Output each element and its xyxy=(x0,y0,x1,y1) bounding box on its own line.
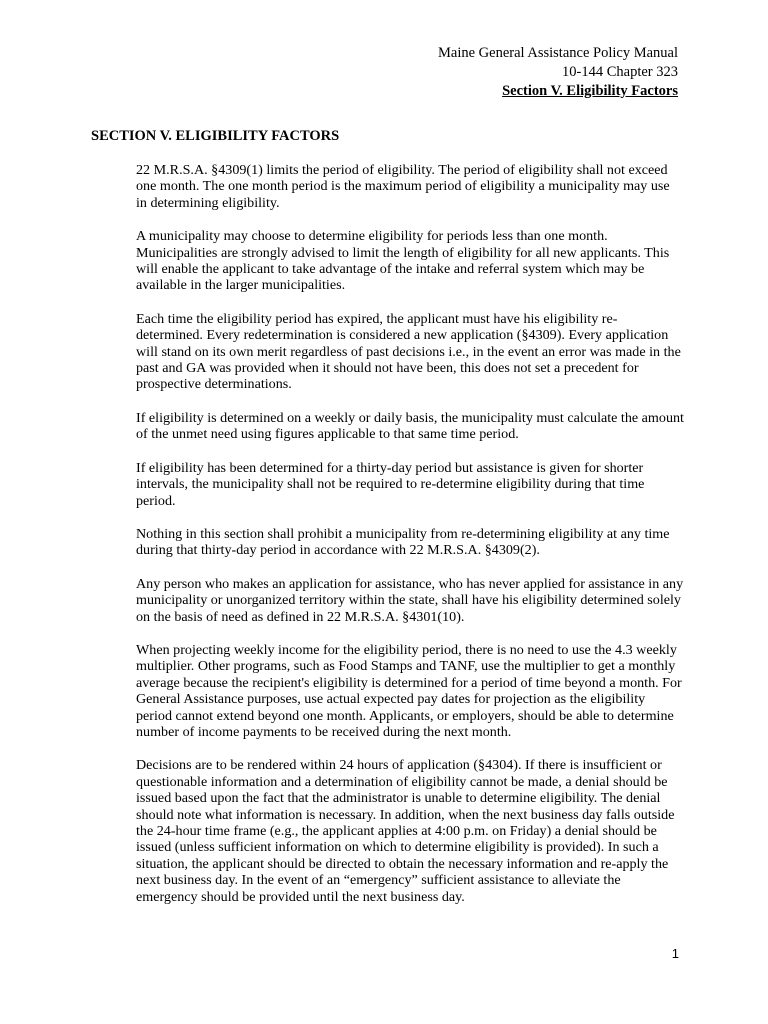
paragraph: Each time the eligibility period has expired, the applicant must have his eligibility re-determined. Every redetermination is considered a new application (§4309). Every application will stand on its own merit regardless of past decisions i.e., in the event an error was made in the past and GA was provided when it should not have been, this does not set a precedent for prospective determinations. xyxy=(136,310,681,393)
paragraph: If eligibility is determined on a weekly or daily basis, the municipality must calculate the amount of the unmet need using figures applicable to that same time period. xyxy=(136,409,684,443)
page-number: 1 xyxy=(671,946,679,961)
paragraph: Decisions are to be rendered within 24 hours of application (§4304). If there is insufficient or questionable information and a determination of eligibility cannot be made, a denial should be issued based upon the fact that the administrator is unable to determine eligibility. The denial should note what information is necessary. In addition, when the next business day falls outside the 24-hour time frame (e.g., the applicant applies at 4:00 p.m. on Friday) a denial should be issued (unless sufficient information on which to determine eligibility is provided). In such a situation, the applicant should be directed to obtain the necessary information and re-apply the next business day. In the event of an “emergency” sufficient assistance to alleviate the emergency should be provided until the next business day. xyxy=(136,757,675,905)
chapter-number: 10-144 Chapter 323 xyxy=(562,64,678,80)
paragraph: Any person who makes an application for assistance, who has never applied for assistance in any municipality or unorganized territory within the state, shall have his eligibility determined solely on the basis of need as defined in 22 M.R.S.A. §4301(10). xyxy=(136,575,684,625)
header-section-ref: Section V. Eligibility Factors xyxy=(502,83,678,99)
paragraph: When projecting weekly income for the eligibility period, there is no need to use the 4.3 weekly multiplier. Other programs, such as Food Stamps and TANF, use the multiplier to get a monthly average because the recipient's eligibility is determined for a period of time beyond a month. For General Assistance purposes, use actual expected pay dates for projection as the eligibility period cannot extend beyond one month. Applicants, or employers, should be able to determine number of income payments to be received during the next month. xyxy=(136,641,682,740)
paragraph: 22 M.R.S.A. §4309(1) limits the period of eligibility. The period of eligibility shall not exceed one month. The one month period is the maximum period of eligibility a municipality may use in determining eligibility. xyxy=(136,162,670,211)
section-title: SECTION V. ELIGIBILITY FACTORS xyxy=(91,128,340,144)
paragraph: A municipality may choose to determine eligibility for periods less than one month. Municipalities are strongly advised to limit the length of eligibility for all new applicants. This will enable the applicant to take advantage of the intake and referral system which may be available in the larger municipalities. xyxy=(136,228,670,294)
page-header xyxy=(438,44,678,101)
manual-title: Maine General Assistance Policy Manual xyxy=(438,45,678,61)
document-body xyxy=(136,162,684,922)
paragraph: Nothing in this section shall prohibit a municipality from re-determining eligibility at any time during that thirty-day period in accordance with 22 M.R.S.A. §4309(2). xyxy=(136,525,670,559)
paragraph: If eligibility has been determined for a thirty-day period but assistance is given for shorter intervals, the municipality shall not be required to re-determine eligibility during that time period. xyxy=(136,459,645,509)
